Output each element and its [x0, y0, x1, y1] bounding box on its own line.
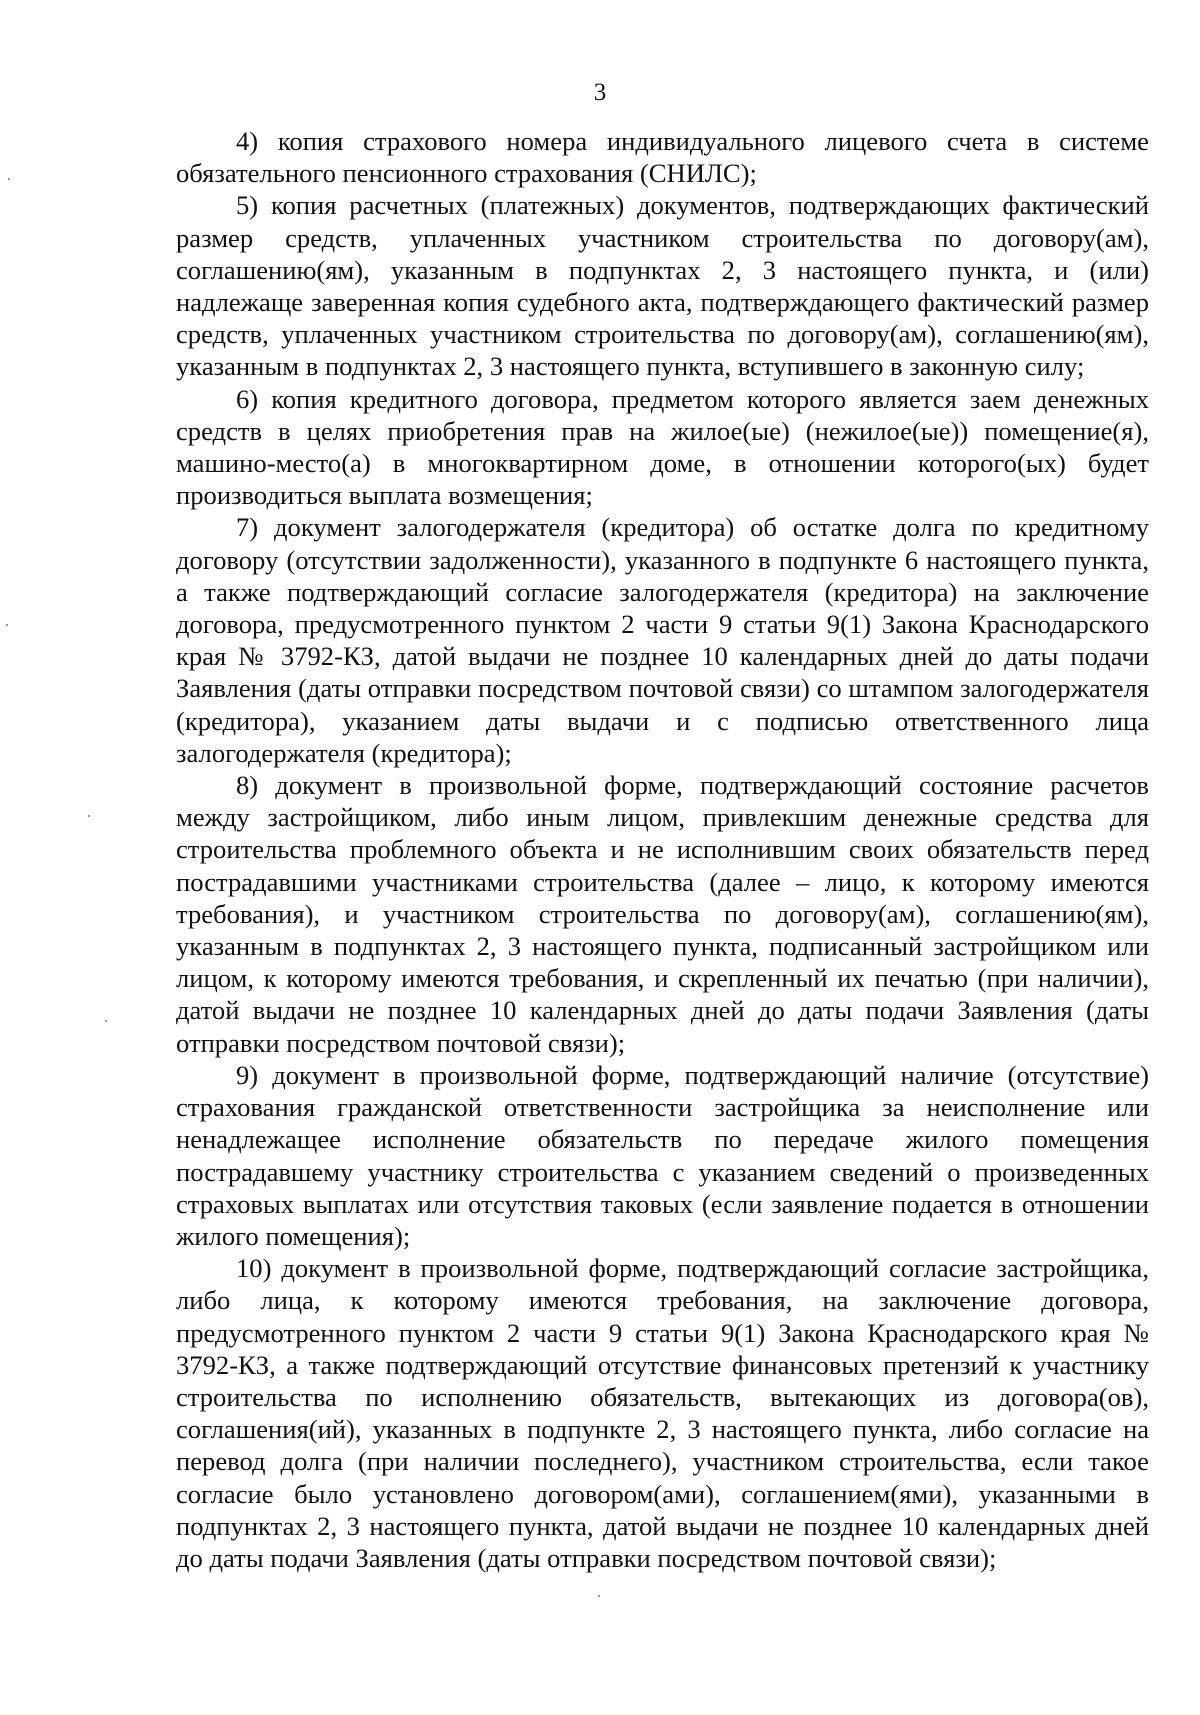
list-item-10: 10) документ в произвольной форме, подтверждающий согласие застройщика, либо лица, к которому имеются требования, на заключение договора, предусмотренного пунктом 2 части 9 статьи 9(1) Закона Краснодарского края № 3792-КЗ, а также подтверждающий отсутствие финансовых претензий к участнику строительства по исполнению обязательств, вытекающих из договора(ов), соглашения(ий), указанных в подпункте 2, 3 настоящего пункта, либо согласие на перевод долга (при наличии последнего), участником строительства, если такое согласие было установлено договором(ами), соглашением(ями), указанными в подпунктах 2, 3 настоящего пункта, датой выдачи не позднее 10 календарных дней до даты подачи Заявления (даты отправки посредством почтовой связи);: [176, 1253, 1149, 1573]
list-item-7: 7) документ залогодержателя (кредитора) об остатке долга по кредитному договору (отсутствии задолженности), указанного в подпункте 6 настоящего пункта, а также подтверждающий согласие залогодержателя (кредитора) на заключение договора, предусмотренного пунктом 2 части 9 статьи 9(1) Закона Краснодарского края № 3792-КЗ, датой выдачи не позднее 10 календарных дней до даты подачи Заявления (даты отправки посредством почтовой связи) со штампом залогодержателя (кредитора), указанием даты выдачи и с подписью ответственного лица залогодержателя (кредитора);: [176, 512, 1149, 768]
list-item-9: 9) документ в произвольной форме, подтверждающий наличие (отсутствие) страхования гражданской ответственности застройщика за неисполнение или ненадлежащее исполнение обязательств по передаче жилого помещения пострадавшему участнику строительства с указанием сведений о произведенных страховых выплатах или отсутствия таковых (если заявление подается в отношении жилого помещения);: [176, 1059, 1149, 1251]
document-body: [176, 125, 1149, 1574]
scan-artifact: [88, 815, 90, 817]
list-item-6: 6) копия кредитного договора, предметом которого является заем денежных средств в целях приобретения прав на жилое(ые) (нежилое(ые)) помещение(я), машино-место(а) в многоквартирном доме, в отношении которого(ых) будет производиться выплата возмещения;: [176, 383, 1149, 511]
scan-artifact: [6, 624, 8, 626]
scan-artifact: [598, 1595, 600, 1597]
list-item-4: 4) копия страхового номера индивидуального лицевого счета в системе обязательного пенсионного страхования (СНИЛС);: [176, 126, 1149, 189]
page-number: 3: [593, 79, 607, 106]
list-item-8: 8) документ в произвольной форме, подтверждающий состояние расчетов между застройщиком, либо иным лицом, привлекшим денежные средства для строительства проблемного объекта и не исполнившим своих обязательств перед пострадавшими участниками строительства (далее – лицо, к которому имеются требования), и участником строительства по договору(ам), соглашению(ям), указанным в подпунктах 2, 3 настоящего пункта, подписанный застройщиком или лицом, к которому имеются требования, и скрепленный их печатью (при наличии), датой выдачи не позднее 10 календарных дней до даты подачи Заявления (даты отправки посредством почтовой связи);: [176, 770, 1149, 1058]
scan-artifact: [105, 1020, 107, 1022]
list-item-5: 5) копия расчетных (платежных) документов, подтверждающих фактический размер средств, уплаченных участником строительства по договору(ам), соглашению(ям), указанным в подпунктах 2, 3 настоящего пункта, и (или) надлежаще заверенная копия судебного акта, подтверждающего фактический размер средств, уплаченных участником строительства по договору(ам), соглашению(ям), указанным в подпунктах 2, 3 настоящего пункта, вступившего в законную силу;: [176, 190, 1149, 382]
scan-artifact: [8, 178, 10, 180]
